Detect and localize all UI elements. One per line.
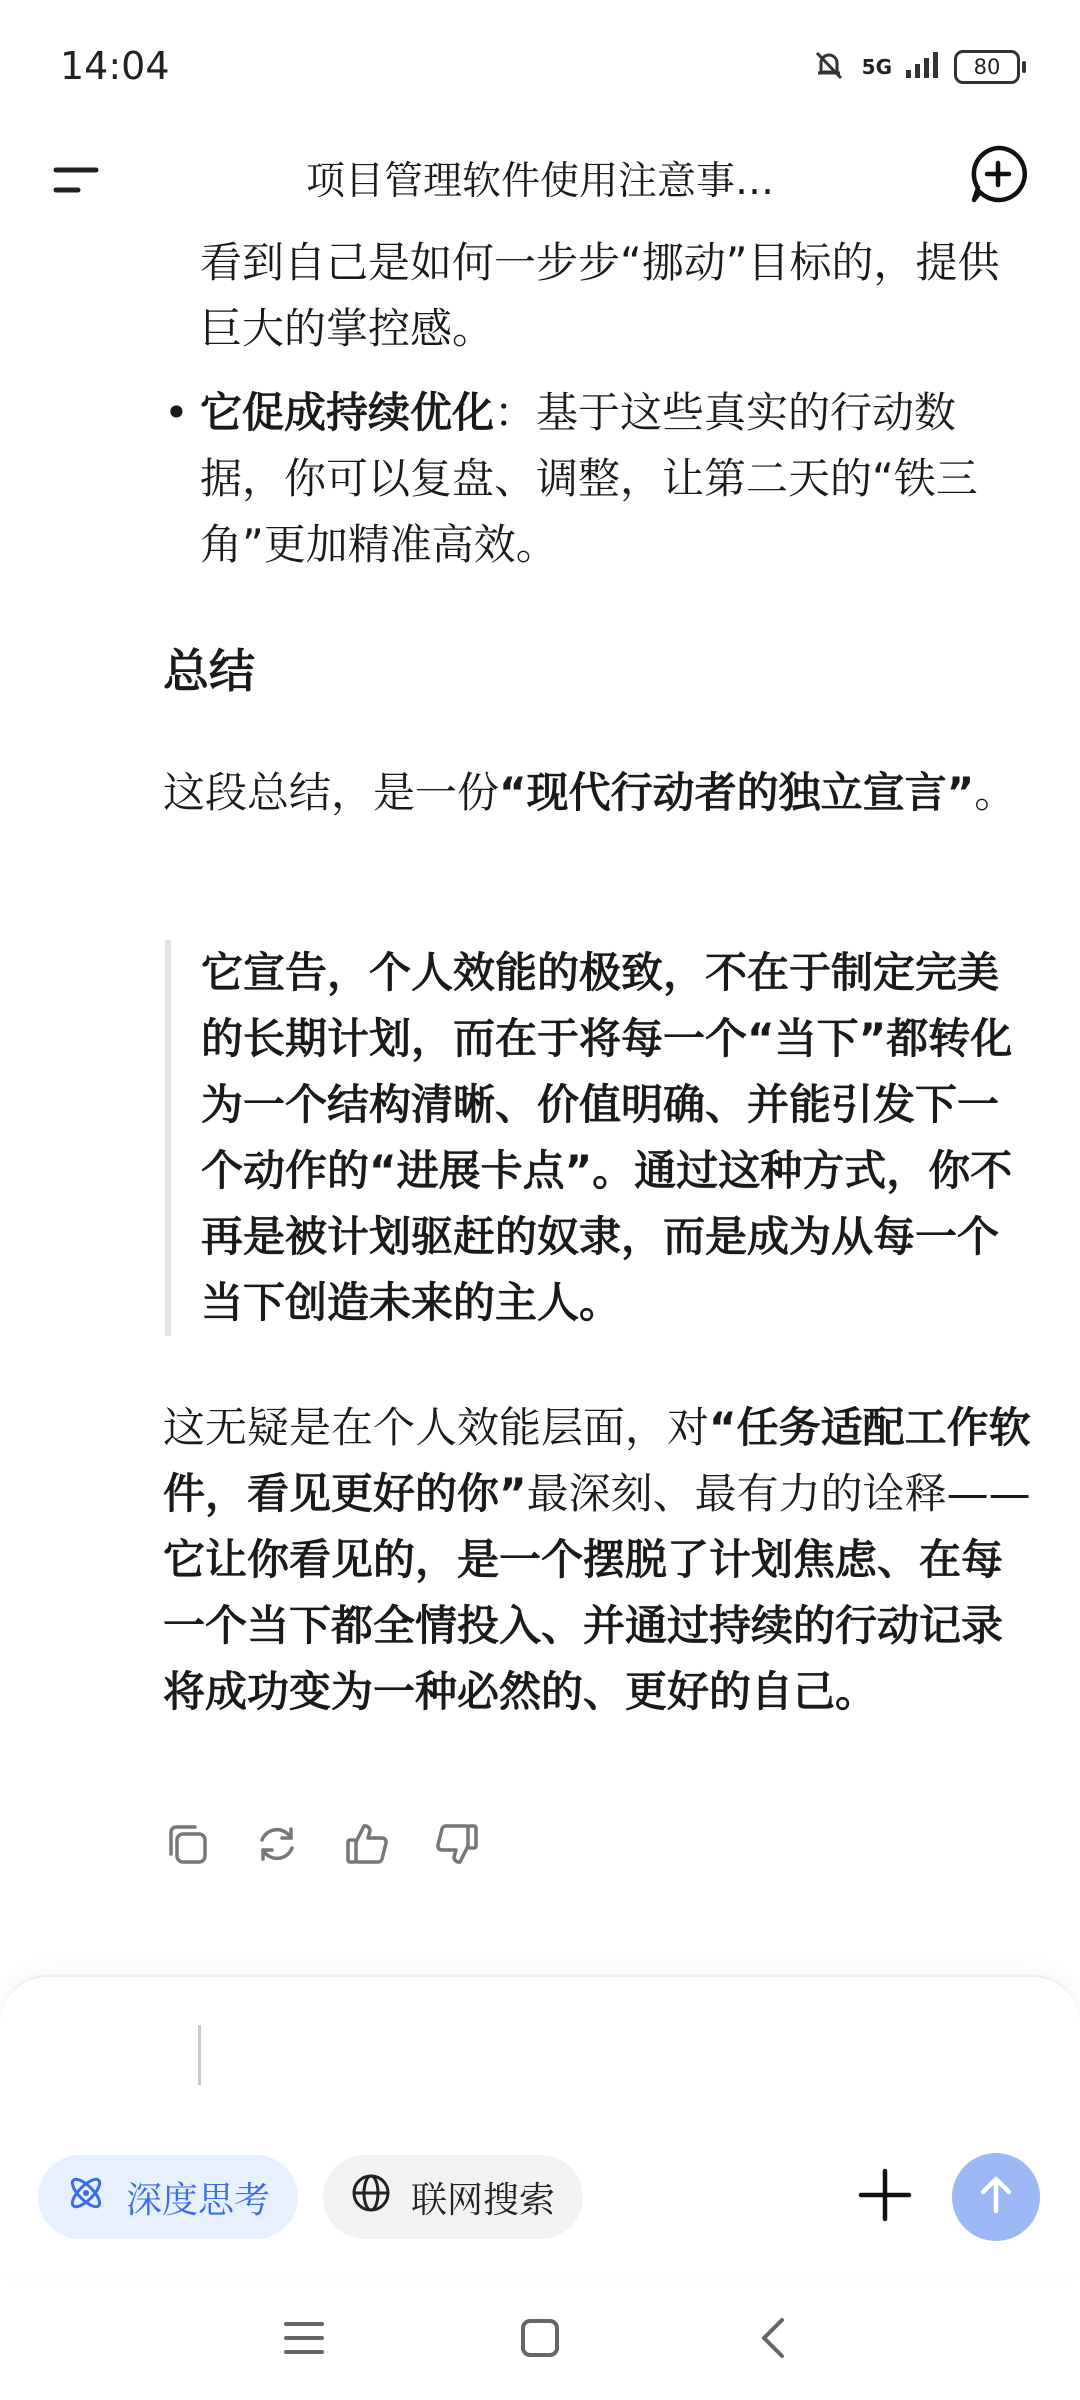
network-type: 5G: [861, 55, 892, 79]
para2-mid: 最深刻、最有力的诠释——: [526, 1469, 1031, 1518]
composer: [0, 1975, 1080, 2277]
para1-end: 。: [974, 768, 1017, 817]
new-chat-icon: [966, 191, 1030, 210]
bullet-bold: 它促成持续优化: [200, 388, 495, 437]
message-content: [0, 230, 1080, 1950]
back-icon: [752, 2316, 796, 2364]
mute-bell-icon: [810, 46, 848, 88]
home-button[interactable]: [508, 2308, 572, 2372]
thumbs-down-button[interactable]: [433, 1820, 481, 1868]
status-icons: [810, 46, 1020, 88]
conversation-title[interactable]: 项目管理软件使用注意事…: [305, 159, 774, 204]
arrow-up-icon: [974, 2173, 1018, 2221]
web-search-toggle[interactable]: [323, 2155, 583, 2239]
text-caret: [198, 2025, 201, 2085]
menu-icon: [50, 193, 106, 212]
message-input[interactable]: [60, 2017, 1020, 2089]
attach-button[interactable]: [835, 2147, 935, 2247]
para1-text: 这段总结，是一份: [163, 768, 500, 817]
globe-icon: [349, 2171, 411, 2224]
plus-icon: [857, 2167, 913, 2227]
list-item: [164, 380, 1040, 578]
thumbs-up-icon: [343, 1853, 391, 1872]
deep-think-toggle[interactable]: [38, 2155, 298, 2239]
para1-bold: “现代行动者的独立宣言”: [499, 768, 975, 817]
para2-text: 这无疑是在个人效能层面，对: [163, 1403, 710, 1452]
bullet-continuation: 看到自己是如何一步步“挪动”目标的，提供巨大的掌控感。: [200, 238, 1000, 353]
deep-think-label: 深度思考: [126, 2179, 271, 2221]
regenerate-button[interactable]: [253, 1820, 301, 1868]
status-time: 14:04: [60, 44, 170, 88]
bullet-dot: •: [164, 388, 189, 437]
atom-icon: [64, 2171, 126, 2224]
home-icon: [518, 2316, 562, 2364]
copy-button[interactable]: [163, 1820, 211, 1868]
status-bar: [0, 0, 1080, 130]
regenerate-icon: [253, 1853, 301, 1872]
web-search-label: 联网搜索: [411, 2179, 556, 2221]
send-button[interactable]: [952, 2153, 1040, 2241]
summary-paragraph: [163, 760, 1040, 826]
para2-bold-quote: “任务适配工作软件，看见更好的你”: [163, 1403, 1031, 1518]
bullet-text: ：基于这些真实的行动数据，你可以复盘、调整，让第二天的“铁三角”更加精准高效。: [200, 388, 978, 569]
section-title: 总结: [163, 644, 255, 698]
back-button[interactable]: [742, 2308, 806, 2372]
blockquote: 它宣告，个人效能的极致，不在于制定完美的长期计划，而在于将每一个“当下”都转化为一个结构清晰、价值明确、并能引发下一个动作的“进展卡点”。通过这种方式，你不再是被计划驱赶的奴隶，而是成为从每一个当下创造未来的主人。: [165, 940, 1040, 1336]
conclusion-paragraph: [163, 1395, 1040, 1725]
new-chat-button[interactable]: [966, 142, 1030, 206]
battery-indicator: 80: [954, 50, 1020, 84]
recents-icon: [282, 2318, 326, 2362]
menu-button[interactable]: [50, 152, 106, 208]
recents-button[interactable]: [272, 2308, 336, 2372]
thumbs-down-icon: [433, 1853, 481, 1872]
signal-icon: [906, 52, 940, 82]
message-actions: [163, 1820, 481, 1868]
copy-icon: [163, 1853, 211, 1872]
para2-bold-end: 它让你看见的，是一个摆脱了计划焦虑、在每一个当下都全情投入、并通过持续的行动记录将成功变为一种必然的、更好的自己。: [163, 1535, 1004, 1716]
system-nav-bar: [0, 2280, 1080, 2400]
app-header: [0, 130, 1080, 230]
thumbs-up-button[interactable]: [343, 1820, 391, 1868]
